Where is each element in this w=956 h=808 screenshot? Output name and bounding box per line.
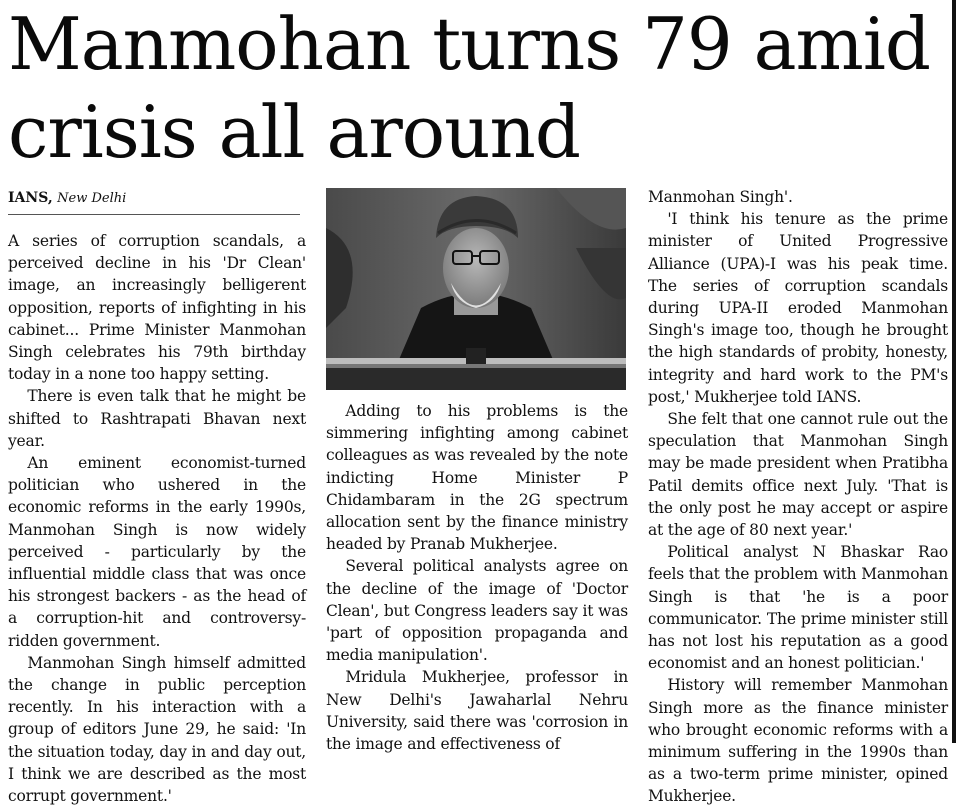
headline: Manmohan turns 79 amid crisis all around: [8, 2, 930, 174]
paragraph: Manmohan Singh himself admitted the change in public perception recently. In his interaction with a group of editors June 29, he said: 'In the situation today, day in and day out, I think we are described as the most corrupt government.': [8, 653, 306, 806]
paragraph: Mridula Mukherjee, professor in New Delhi's Jawaharlal Nehru University, said there was 'corrosion in the image and effectiveness of: [326, 668, 628, 754]
column-2: [326, 400, 628, 755]
column-1: [8, 230, 306, 807]
byline-place: New Delhi: [57, 191, 127, 206]
paragraph: History will remember Manmohan Singh more as the finance minister who brought economic reforms with a minimum suffering in the 1990s than as a two-term prime minister, opined Mukherjee.: [648, 676, 948, 806]
paragraph: 'I think his tenure as the prime minister of United Progressive Alliance (UPA)-I was his peak time. The series of corruption scandals during UPA-II eroded Manmohan Singh's image too, though he brought the high standards of probity, honesty, integrity and hard work to the PM's post,' Mukherjee told IANS.: [648, 210, 948, 406]
article-photo: [326, 188, 626, 390]
byline-agency: IANS,: [8, 190, 53, 206]
byline-rule: [8, 214, 300, 215]
page-edge-shadow: [952, 0, 956, 743]
paragraph: She felt that one cannot rule out the speculation that Manmohan Singh may be made president when Pratibha Patil demits office next July. 'That is the only post he may accept or aspire at the age of 80 next year.': [648, 410, 948, 540]
paragraph: Several political analysts agree on the decline of the image of 'Doctor Clean', but Congress leaders say it was 'part of opposition propaganda and media manipulation'.: [326, 557, 628, 665]
paragraph: Adding to his problems is the simmering infighting among cabinet colleagues as was revealed by the note indicting Home Minister P Chidambaram in the 2G spectrum allocation sent by the finance ministry headed by Pranab Mukherjee.: [326, 402, 628, 554]
paragraph: A series of corruption scandals, a perceived decline in his 'Dr Clean' image, an increasingly belligerent opposition, reports of infighting in his cabinet... Prime Minister Manmohan Singh celebrates his 79th birthday today in a none too happy setting.: [8, 232, 306, 384]
byline: [8, 190, 126, 206]
paragraph: There is even talk that he might be shifted to Rashtrapati Bhavan next year.: [8, 387, 306, 450]
paragraph: Manmohan Singh'.: [648, 188, 793, 206]
column-3: [648, 186, 948, 808]
paragraph: An eminent economist-turned politician who ushered in the economic reforms in the early 1990s, Manmohan Singh is now widely perceived - particularly by the influential middle class that was once his strongest backers - as the head of a corruption-hit and controversy-ridden government.: [8, 454, 306, 650]
paragraph: Political analyst N Bhaskar Rao feels that the problem with Manmohan Singh is that 'he is a poor communicator. The prime minister still has not lost his reputation as a good economist and an honest politician.': [648, 543, 948, 673]
